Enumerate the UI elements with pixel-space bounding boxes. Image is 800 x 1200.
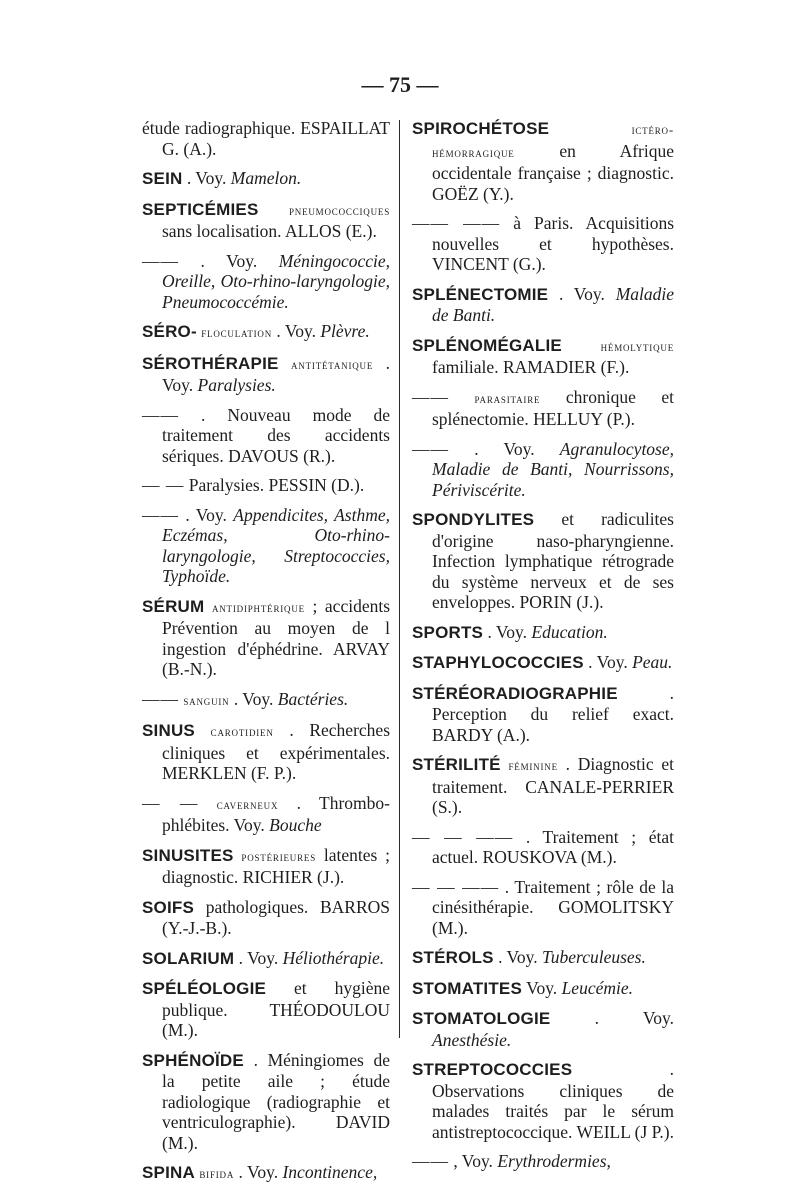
entry-reference: Bactéries. <box>277 688 349 709</box>
entry-text: . Voy. <box>238 1162 279 1182</box>
entry-heading: — — <box>142 792 199 813</box>
index-entry <box>412 877 674 939</box>
index-entry <box>142 251 390 313</box>
entry-heading: SOIFS <box>142 897 195 917</box>
entry-heading: STOMATITES <box>412 978 522 998</box>
entry-qualifier: floculation <box>201 325 273 340</box>
entry-text: . Voy. <box>594 1008 674 1028</box>
index-entry <box>142 948 390 970</box>
entry-text: . Thrombo-phlébites. Voy. <box>162 792 390 835</box>
index-entry <box>142 321 390 344</box>
entry-heading: SPORTS <box>412 622 484 642</box>
entry-qualifier: antitétanique <box>291 356 374 372</box>
entry-heading: SPÉLÉOLOGIE <box>142 979 267 998</box>
entry-qualifier: féminine <box>508 758 558 773</box>
entry-reference: Erythrodermies, <box>497 1151 611 1171</box>
index-entry <box>142 793 390 836</box>
index-entry <box>142 118 390 159</box>
index-entry <box>412 439 674 501</box>
entry-qualifier: bifida <box>199 1166 235 1181</box>
entry-text: . Voy. <box>200 250 258 271</box>
entry-reference: Héliothérapie. <box>282 947 385 968</box>
entry-text: . Voy. <box>233 688 274 709</box>
index-entry <box>412 1151 674 1172</box>
entry-heading: SPLÉNECTOMIE <box>412 284 549 304</box>
entry-text: latentes ; diagnostic. RICHIER (J.). <box>162 844 390 887</box>
index-entry <box>142 475 390 496</box>
entry-text: pathologiques. BARROS (Y.-J.-B.). <box>162 896 390 938</box>
entry-reference: Anesthésie. <box>432 1029 512 1050</box>
entry-text: . Voy. <box>474 438 535 459</box>
entry-reference: Peau. <box>632 652 673 672</box>
entry-heading: —— —— <box>412 213 501 233</box>
entry-heading: — — —— <box>412 876 500 897</box>
entry-heading: — — —— <box>412 826 514 847</box>
entry-text: . Observations cliniques de malades traités par le sérum antistreptococcique. WEILL (J P.). <box>432 1059 675 1142</box>
entry-text: à Paris. Acquisitions nouvelles et hypothèses. VINCENT (G.). <box>432 213 675 274</box>
entry-heading: SINUS <box>142 721 195 740</box>
entry-heading: —— <box>412 1151 449 1171</box>
entry-qualifier: sanguin <box>183 692 230 708</box>
entry-text: . Traitement ; rôle de la cinésithérapie. GOMOLITSKY (M.). <box>432 876 674 938</box>
entry-reference: Paralysies. <box>197 375 276 395</box>
entry-heading: SPONDYLITES <box>412 510 535 529</box>
entry-text: et hygiène publique. THÉODOULOU (M.). <box>162 978 390 1040</box>
entry-qualifier: parasitaire <box>474 390 541 406</box>
index-entry <box>412 509 674 613</box>
entry-heading: SOLARIUM <box>142 948 235 968</box>
index-entry <box>412 335 674 378</box>
entry-text: . Voy. <box>162 352 390 395</box>
entry-text: . Voy. <box>185 504 227 525</box>
entry-heading: STÉRÉORADIOGRAPHIE <box>412 683 618 703</box>
index-entry <box>412 387 674 430</box>
entry-heading: SÉROTHÉRAPIE <box>142 353 279 373</box>
index-entry <box>412 213 674 275</box>
entry-text: . Voy. <box>487 621 528 642</box>
index-entry <box>142 353 390 396</box>
entry-heading: STÉROLS <box>412 948 494 967</box>
entry-text: Voy. <box>526 977 558 998</box>
entry-text: . Voy. <box>558 283 605 304</box>
entry-text: . Nouveau mode de traitement des accidents sériques. DAVOUS (R.). <box>162 404 390 466</box>
entry-reference: Agranulocytose, Maladie de Banti, Nourrissons, Périviscérite. <box>432 438 675 500</box>
entry-qualifier: pneumococciques <box>288 202 390 218</box>
entry-heading: SPINA <box>142 1163 195 1182</box>
entry-heading: —— <box>142 404 179 425</box>
index-entry <box>142 596 390 680</box>
entry-heading: SPHÉNOÏDE <box>142 1050 244 1070</box>
index-entry <box>142 505 390 587</box>
entry-heading: SEPTICÉMIES <box>142 199 259 219</box>
entry-qualifier: antidiphtérique <box>211 599 305 615</box>
index-entry <box>412 1008 674 1050</box>
entry-heading: SINUSITES <box>142 845 234 865</box>
entry-text: . Diagnostic et traitement. CANALE-PERRIER (S.). <box>432 754 674 817</box>
entry-heading: —— <box>412 438 449 459</box>
entry-heading: STOMATOLOGIE <box>412 1009 551 1028</box>
entry-reference: Méningococcie, Oreille, Oto-rhino-laryngologie, Pneumococcémie. <box>162 250 390 312</box>
index-entry <box>142 1162 390 1185</box>
entry-text: ; accidents Prévention au moyen de l ingestion d'éphédrine. ARVAY (B.-N.). <box>162 595 391 679</box>
entry-reference: Maladie de Banti. <box>432 283 675 325</box>
entry-heading: — — <box>142 475 185 495</box>
index-entry <box>142 199 390 242</box>
entry-text: . Voy. <box>276 321 316 341</box>
index-entry <box>142 689 390 712</box>
entry-heading: —— <box>142 504 179 525</box>
entry-text: . Voy. <box>498 947 538 967</box>
entry-reference: Leucémie. <box>561 977 633 998</box>
entry-text: . Voy. <box>238 947 279 968</box>
index-entry <box>142 978 390 1041</box>
entry-heading: —— <box>412 386 449 407</box>
entry-heading: SÉRO- <box>142 322 197 341</box>
entry-heading: SPIROCHÉTOSE <box>412 119 550 138</box>
entry-heading: SÉRUM <box>142 596 205 616</box>
entry-reference: Tuberculeuses. <box>542 947 646 967</box>
entry-text: . Voy. <box>588 652 628 672</box>
entry-text: familiale. RAMADIER (F.). <box>432 357 630 377</box>
entry-qualifier: hémolytique <box>600 338 674 354</box>
entry-text: en Afrique occidentale française ; diagnostic. GOËZ (Y.). <box>432 140 674 204</box>
index-entry <box>412 284 674 326</box>
entry-qualifier: carotidien <box>210 724 274 739</box>
left-column <box>142 118 390 1194</box>
index-entry <box>412 827 674 868</box>
column-divider <box>399 120 400 1038</box>
entry-heading: —— <box>142 688 179 709</box>
index-entry <box>412 1059 674 1142</box>
index-entry <box>142 405 390 467</box>
entry-text: . Traitement ; état actuel. ROUSKOVA (M.). <box>432 826 674 867</box>
entry-reference: Bouche <box>269 815 322 835</box>
entry-reference: Plèvre. <box>320 321 370 341</box>
index-entry <box>142 1050 390 1154</box>
index-entry <box>412 652 674 674</box>
entry-heading: STAPHYLOCOCCIES <box>412 653 584 672</box>
index-entry <box>142 845 390 888</box>
entry-heading: SPLÉNOMÉGALIE <box>412 335 562 355</box>
entry-qualifier: ictéro-hémorragique <box>432 122 674 160</box>
entry-qualifier: caverneux <box>216 796 279 812</box>
entry-text: Paralysies. PESSIN (D.). <box>188 475 365 495</box>
page-number: — 75 — <box>361 72 439 97</box>
index-entry <box>412 754 674 818</box>
entry-text: étude radiographique. ESPAILLAT G. (A.). <box>142 118 390 159</box>
index-entry <box>142 168 390 190</box>
entry-text: , Voy. <box>453 1151 493 1171</box>
entry-text: . Voy. <box>186 168 227 188</box>
index-entry <box>412 947 674 969</box>
entry-reference: Incontinence, <box>282 1162 378 1182</box>
entry-reference: Education. <box>531 621 608 642</box>
entry-heading: —— <box>142 250 179 271</box>
index-entry <box>412 622 674 644</box>
index-entry <box>142 897 390 939</box>
entry-heading: STREPTOCOCCIES <box>412 1060 573 1079</box>
right-column <box>412 118 674 1181</box>
entry-text: . Perception du relief exact. BARDY (A.). <box>432 682 674 745</box>
entry-reference: Mamelon. <box>230 168 302 188</box>
entry-reference: Appendicites, Asthme, Eczémas, Oto-rhino-laryngologie, Streptococcies, Typhoïde. <box>162 504 391 586</box>
index-entry <box>142 720 390 784</box>
entry-text: . Méningiomes de la petite aile ; étude radiologique (radiographie et ventriculographie). DAVID (M.). <box>162 1049 390 1153</box>
index-entry <box>412 683 674 746</box>
index-entry <box>412 978 674 1000</box>
entry-qualifier: postérieures <box>241 848 316 864</box>
index-entry <box>412 118 674 204</box>
entry-text: chronique et splénectomie. HELLUY (P.). <box>432 386 675 429</box>
entry-heading: SEIN <box>142 169 183 188</box>
entry-text: et radiculites d'origine naso-pharyngienne. Infection lymphatique rétrograde du système nerveux et de ses enveloppes. PORIN (J.). <box>432 509 674 612</box>
entry-text: sans localisation. ALLOS (E.). <box>162 221 377 241</box>
entry-heading: STÉRILITÉ <box>412 755 501 774</box>
entry-text: . Recherches cliniques et expérimentales. MERKLEN (F. P.). <box>162 720 391 783</box>
